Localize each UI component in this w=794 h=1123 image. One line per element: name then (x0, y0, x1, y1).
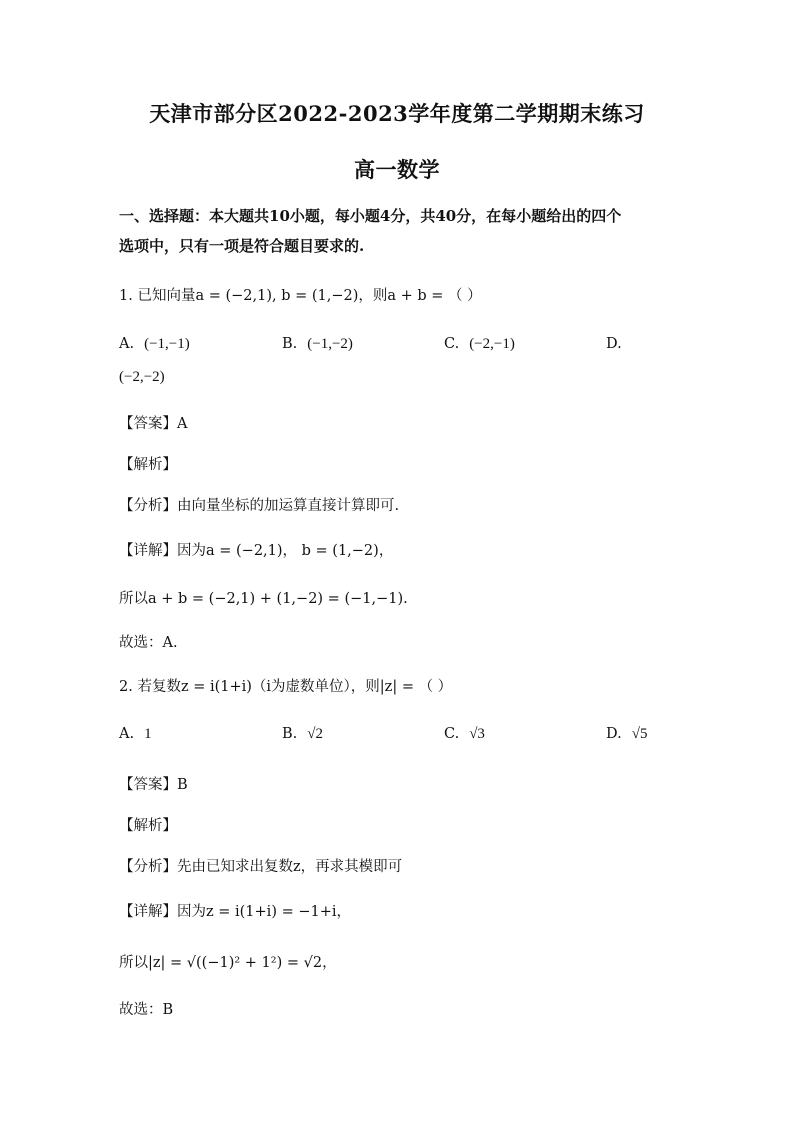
section-heading-line2: 选项中，只有一项是符合题目要求的. (119, 237, 365, 255)
q2-option-b-value: √2 (307, 726, 323, 742)
q1-option-c-letter: C. (444, 336, 460, 352)
q2-analysis-heading: 【解析】 (119, 818, 177, 834)
q2-conclusion: 故选：B (119, 1002, 174, 1018)
q1-option-d-value: (−2,−2) (119, 369, 165, 385)
q1-option-b-value: (−1,−2) (307, 336, 353, 352)
q1-xiangjie: 【详解】因为a = (−2,1)， b = (1,−2)， (119, 543, 394, 559)
q2-option-a-letter: A. (119, 726, 135, 742)
q1-fenxi: 【分析】由向量坐标的加运算直接计算即可. (119, 498, 400, 514)
q1-conclusion: 故选：A. (119, 635, 178, 651)
q1-option-d (606, 336, 632, 353)
q1-option-c-value: (−2,−1) (469, 336, 515, 352)
q1-option-c (444, 336, 515, 353)
q2-option-d-value: √5 (631, 726, 648, 742)
q2-option-d (606, 726, 647, 743)
page-subtitle: 高一数学 (354, 157, 440, 182)
q2-fenxi: 【分析】先由已知求出复数z，再求其模即可 (119, 859, 403, 875)
q2-option-b (282, 726, 323, 743)
q1-stem: 1. 已知向量a = (−2,1), b = (1,−2)，则a + b = （ ） (119, 288, 482, 304)
q2-option-c-value: √3 (469, 726, 485, 742)
q2-option-b-letter: B. (282, 726, 298, 742)
page-title: 天津市部分区2022-2023学年度第二学期期末练习 (149, 101, 645, 126)
q1-option-a (119, 336, 190, 353)
q2-option-c-letter: C. (444, 726, 460, 742)
q1-option-a-letter: A. (119, 336, 135, 352)
q2-option-d-letter: D. (606, 726, 622, 742)
q1-option-a-value: (−1,−1) (144, 336, 190, 352)
q1-option-d-letter: D. (606, 336, 622, 352)
q2-option-c (444, 726, 485, 743)
q1-step: 所以a + b = (−2,1) + (1,−2) = (−1,−1). (119, 591, 408, 607)
q2-option-a (119, 726, 152, 743)
q2-stem: 2. 若复数z = i(1+i)（i为虚数单位），则|z| = （ ） (119, 679, 453, 695)
q1-option-d-wrap (119, 369, 165, 386)
q2-xiangjie: 【详解】因为z = i(1+i) = −1+i， (119, 904, 351, 920)
section-heading-line1: 一、选择题：本大题共10小题，每小题4分，共40分，在每小题给出的四个 (119, 207, 622, 225)
q1-option-b-letter: B. (282, 336, 298, 352)
q2-option-a-value: 1 (144, 726, 152, 742)
q2-step: 所以|z| = √((−1)² + 1²) = √2， (119, 955, 337, 971)
q2-answer: 【答案】B (119, 777, 188, 793)
q1-analysis-heading: 【解析】 (119, 457, 177, 473)
q1-answer: 【答案】A (119, 416, 188, 432)
q1-option-b (282, 336, 353, 353)
